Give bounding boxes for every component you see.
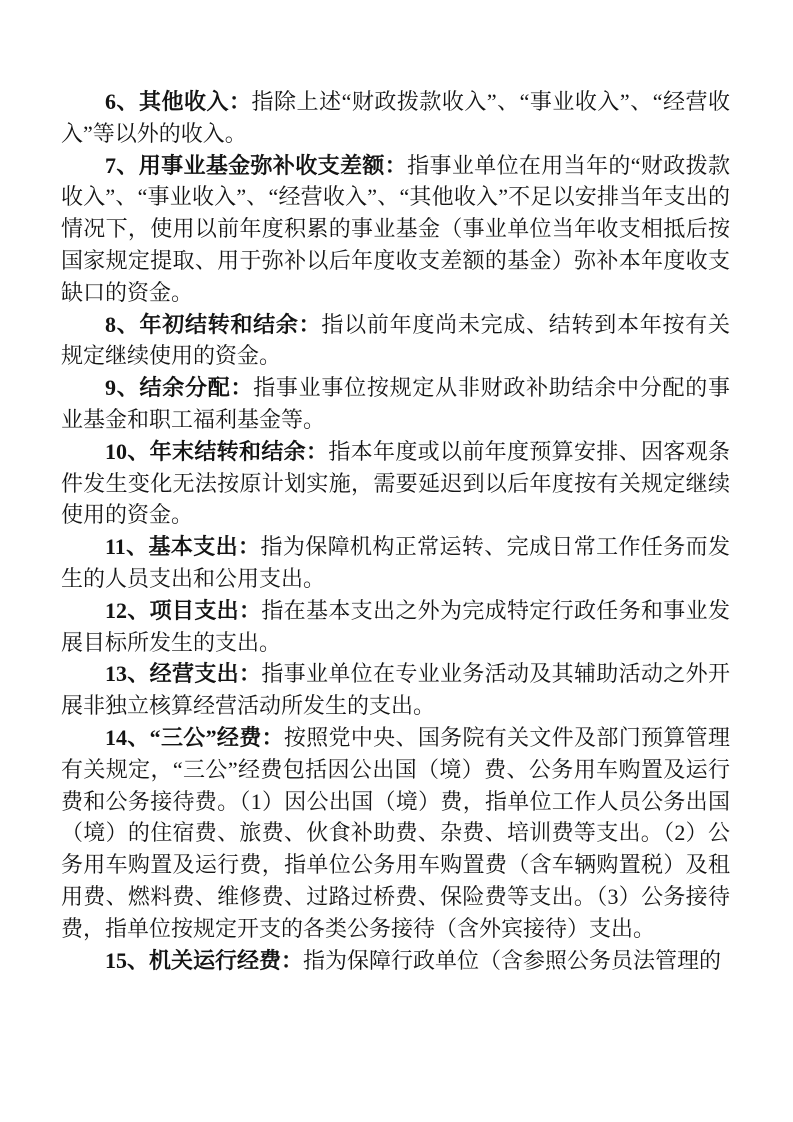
definition-paragraph-11	[61, 531, 730, 595]
definition-body-14: 按照党中央、国务院有关文件及部门预算管理有关规定，“三公”经费包括因公出国（境）费、公务用车购置及运行费和公务接待费。（1）因公出国（境）费，指单位工作人员公务出国（境）的住宿费、旅费、伙食补助费、杂费、培训费等支出。（2）公务用车购置及运行费，指单位公务用车购置费（含车辆购置税）及租用费、燃料费、维修费、过路过桥费、保险费等支出。（3）公务接待费，指单位按规定开支的各类公务接待（含外宾接待）支出。	[61, 724, 730, 941]
definition-paragraph-15	[61, 945, 730, 977]
definition-term-10: 10、年末结转和结余：	[105, 438, 329, 464]
definition-body-10: 指本年度或以前年度预算安排、因客观条件发生变化无法按原计划实施，需要延迟到以后年度按有关规定继续使用的资金。	[61, 438, 730, 528]
definition-body-13: 指事业单位在专业业务活动及其辅助活动之外开展非独立核算经营活动所发生的支出。	[61, 661, 730, 719]
definition-term-14: 14、“三公”经费：	[105, 724, 284, 750]
definition-term-15: 15、机关运行经费：	[105, 947, 304, 973]
definition-term-12: 12、项目支出：	[105, 597, 262, 623]
definition-term-11: 11、基本支出：	[105, 534, 261, 560]
definition-paragraph-10	[61, 436, 730, 531]
definition-term-6: 6、其他收入：	[105, 89, 252, 114]
document-body	[61, 86, 730, 976]
definition-body-6: 指除上述“财政拨款收入”、“事业收入”、“经营收入”等以外的收入。	[61, 89, 730, 146]
definition-term-7: 7、用事业基金弥补收支差额：	[105, 152, 408, 178]
definition-body-8: 指以前年度尚未完成、结转到本年按有关规定继续使用的资金。	[61, 311, 730, 369]
definition-paragraph-9	[61, 372, 730, 436]
definition-body-11: 指为保障机构正常运转、完成日常工作任务而发生的人员支出和公用支出。	[61, 534, 730, 591]
definition-paragraph-7	[61, 150, 730, 309]
definition-body-15: 指为保障行政单位（含参照公务员法管理的	[303, 947, 722, 973]
definition-term-13: 13、经营支出：	[105, 661, 262, 687]
definition-paragraph-13	[61, 658, 730, 722]
definition-paragraph-14	[61, 722, 730, 945]
definition-body-7: 指事业单位在用当年的“财政拨款收入”、“事业收入”、“经营收入”、“其他收入”不足以安排当年支出的情况下，使用以前年度积累的事业基金（事业单位当年收支相抵后按国家规定提取、用于弥补以后年度收支差额的基金）弥补本年度收支缺口的资金。	[61, 152, 730, 305]
definition-term-8: 8、年初结转和结余：	[105, 311, 322, 337]
definition-term-9: 9、结余分配：	[105, 375, 254, 401]
definition-paragraph-6	[61, 86, 730, 150]
definition-body-9: 指事业事位按规定从非财政补助结余中分配的事业基金和职工福利基金等。	[61, 375, 730, 432]
definition-paragraph-12	[61, 595, 730, 659]
definition-body-12: 指在基本支出之外为完成特定行政任务和事业发展目标所发生的支出。	[61, 597, 730, 655]
definition-paragraph-8	[61, 309, 730, 373]
